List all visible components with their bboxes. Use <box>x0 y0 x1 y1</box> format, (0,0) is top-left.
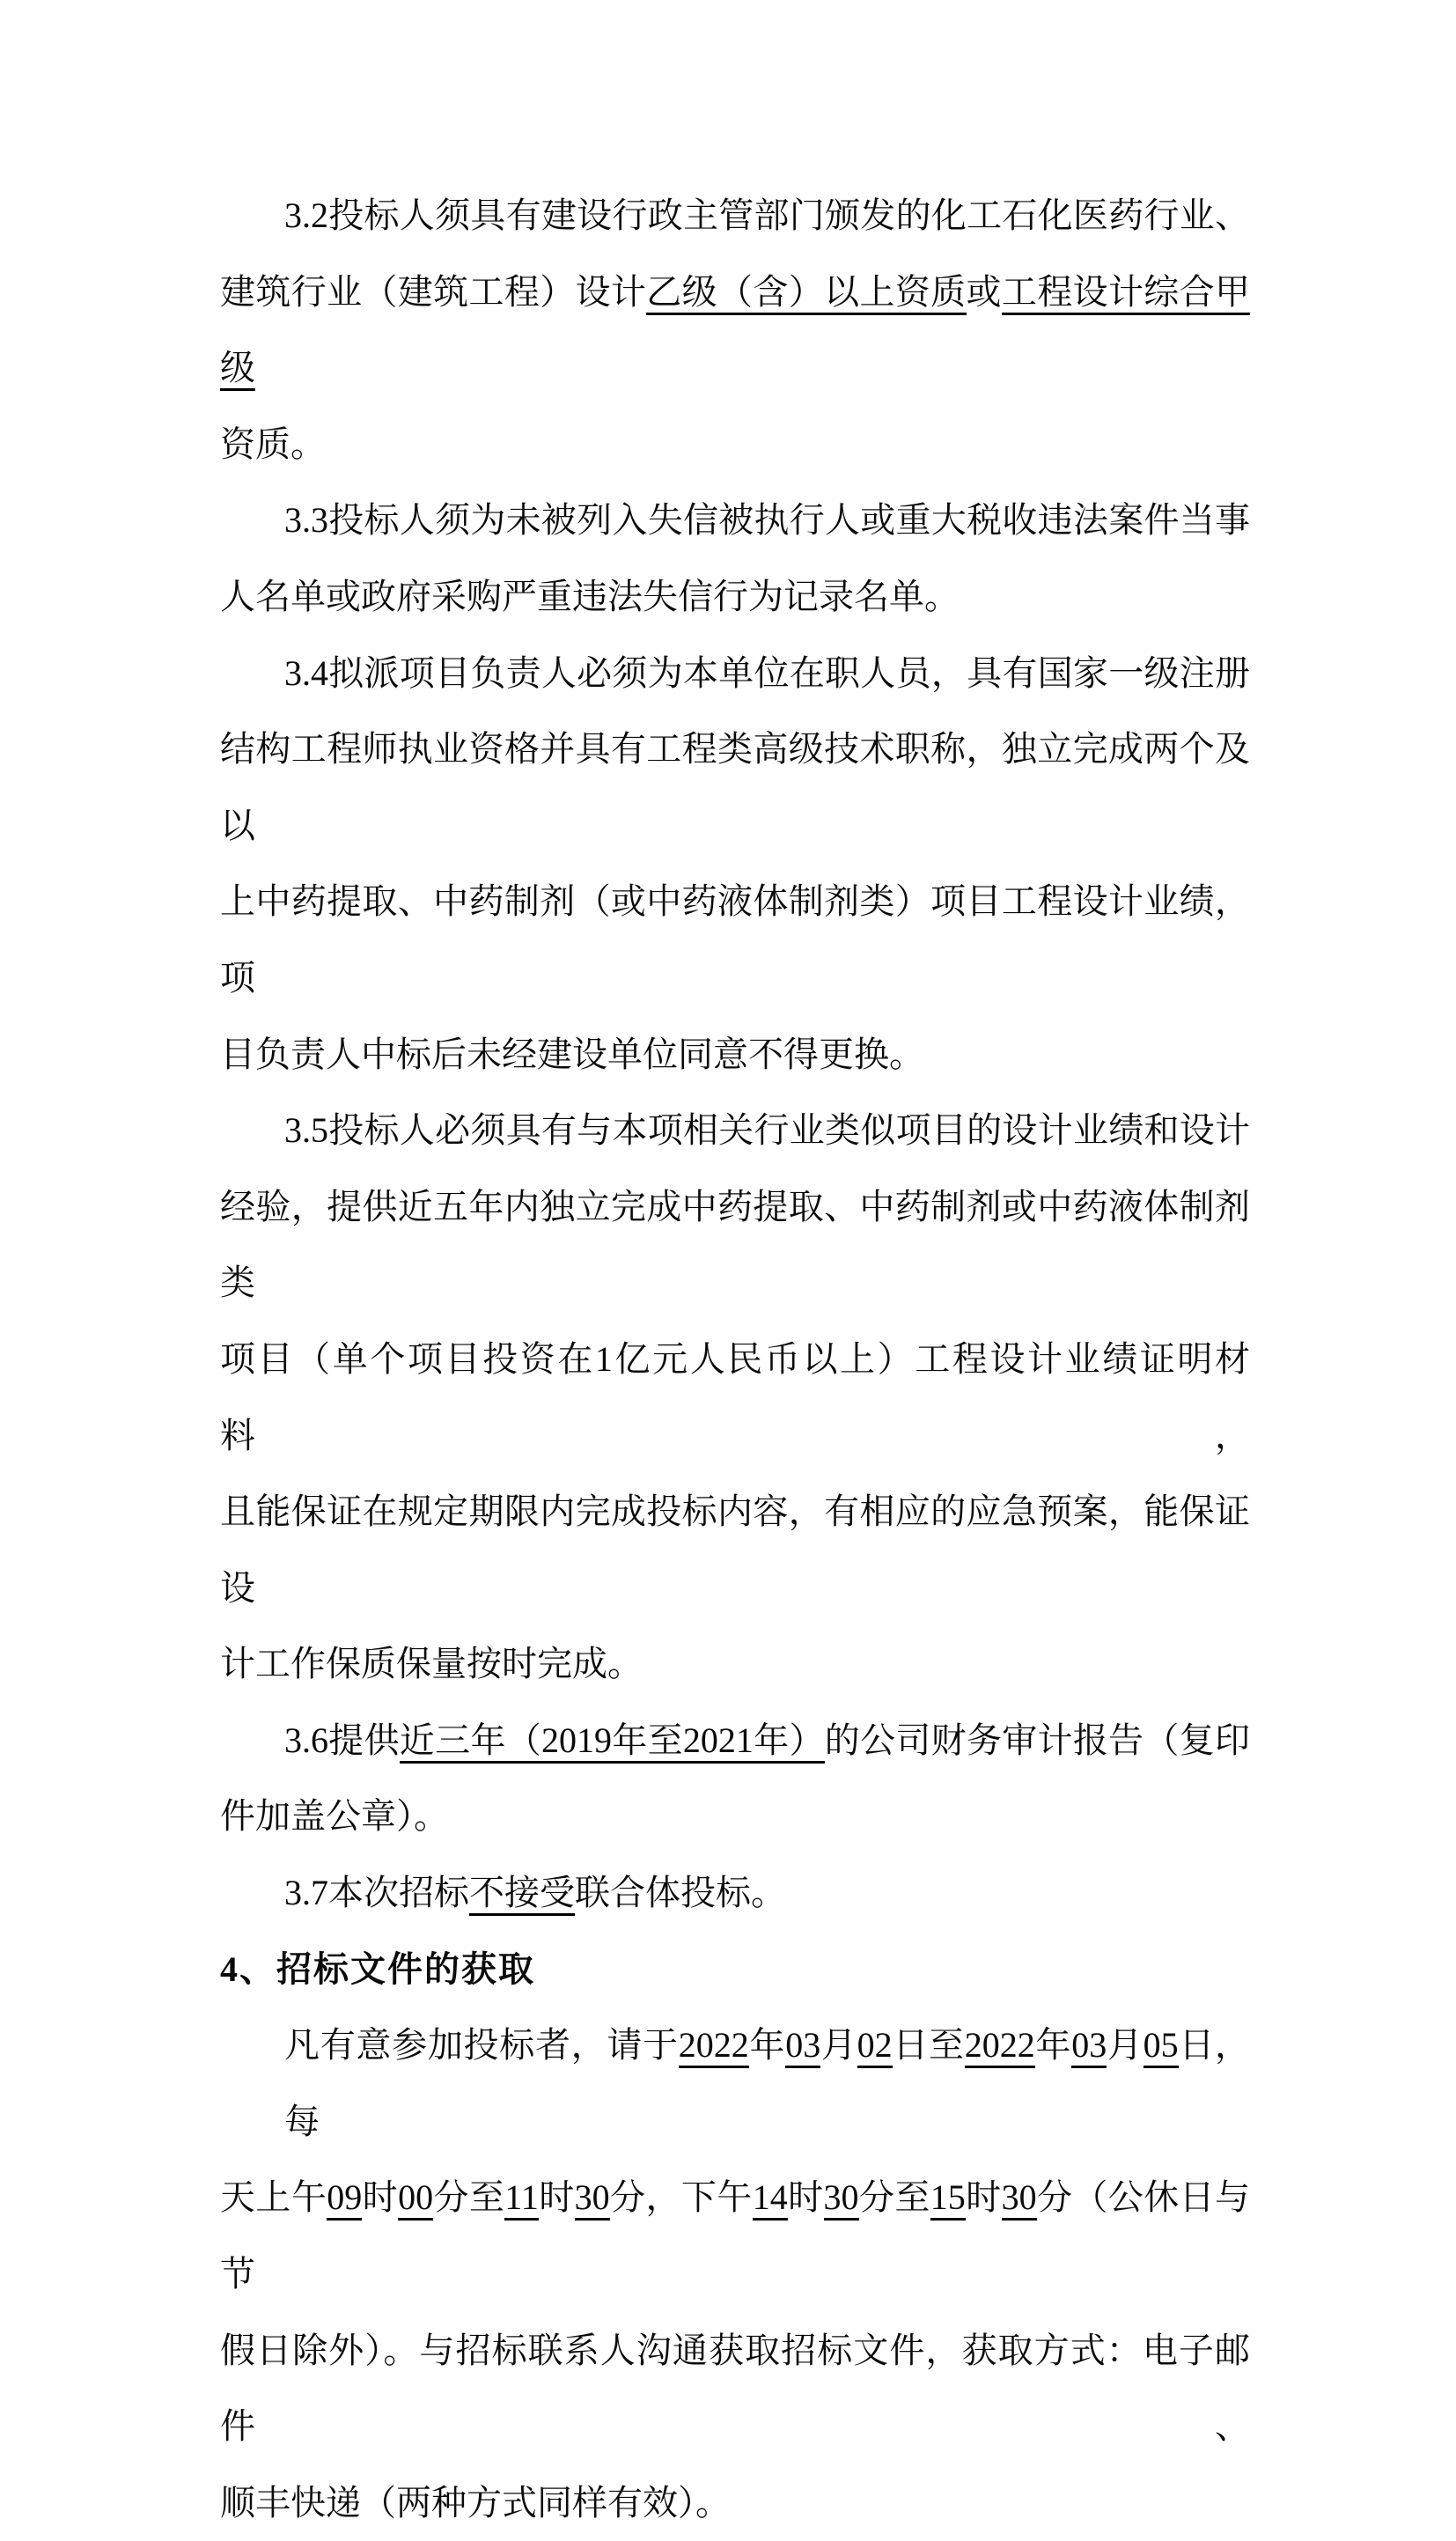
doc-line <box>220 1169 1250 1322</box>
doc-line <box>220 1474 1250 1626</box>
doc-line <box>220 2160 1250 2312</box>
text-run: 分，下午 <box>609 2177 753 2218</box>
underlined-text: 05 <box>1143 2025 1179 2068</box>
text-run: 建筑行业（建筑工程）设计 <box>220 271 647 312</box>
doc-line <box>220 636 1250 712</box>
text-run: 经验，提供近五年内独立完成中药提取、中药制剂或中药液体制剂类 <box>220 1186 1250 1303</box>
text-run: 分至 <box>433 2177 505 2218</box>
text-run: 顺丰快递（两种方式同样有效）。 <box>220 2482 731 2523</box>
underlined-text: 03 <box>1071 2025 1107 2068</box>
doc-line <box>220 1322 1250 1474</box>
doc-line <box>220 1703 1250 1779</box>
doc-line <box>220 1779 1250 1855</box>
heading-text: 4、招标文件的获取 <box>220 1948 535 1989</box>
underlined-text: 03 <box>785 2025 820 2068</box>
underlined-text: 不接受 <box>469 1873 575 1916</box>
doc-line <box>220 1017 1250 1094</box>
text-run: 或 <box>966 271 1002 312</box>
text-run: 3.7本次招标 <box>284 1873 469 1913</box>
text-run: 项目（单个项目投资在1亿元人民币以上）工程设计业绩证明材料， <box>220 1338 1250 1455</box>
text-run: 联合体投标。 <box>575 1873 786 1913</box>
doc-line <box>220 864 1250 1016</box>
text-run: 人名单或政府采购严重违法失信行为记录名单。 <box>220 576 960 616</box>
underlined-text: 11 <box>504 2177 539 2221</box>
underlined-text: 近三年（2019年至2021年） <box>400 1720 825 1764</box>
doc-line <box>220 711 1250 864</box>
doc-line <box>220 1626 1250 1703</box>
underlined-text: 09 <box>327 2177 362 2221</box>
doc-line <box>220 1093 1250 1169</box>
text-run: 月 <box>1107 2025 1143 2066</box>
doc-line <box>220 178 1250 254</box>
text-run: 日至 <box>892 2025 965 2066</box>
underlined-text: 工程设计综合甲级 <box>220 272 1250 392</box>
text-run: 分至 <box>858 2177 930 2218</box>
text-run: 月 <box>820 2025 857 2066</box>
underlined-text: 2022 <box>679 2025 749 2068</box>
doc-line <box>220 559 1250 636</box>
underlined-text: 2022 <box>965 2025 1035 2068</box>
underlined-text: 15 <box>930 2177 966 2221</box>
underlined-text: 00 <box>398 2177 433 2221</box>
text-run: 天上午 <box>220 2177 327 2218</box>
underlined-text: 30 <box>1002 2177 1037 2221</box>
document-body-text <box>220 178 1250 2541</box>
text-run: 3.5投标人必须具有与本项相关行业类似项目的设计业绩和设计 <box>284 1110 1250 1151</box>
text-run: 上中药提取、中药制剂（或中药液体制剂类）项目工程设计业绩，项 <box>220 881 1250 998</box>
doc-line <box>220 482 1250 559</box>
text-run: 3.2投标人须具有建设行政主管部门颁发的化工石化医药行业、 <box>284 195 1250 235</box>
text-run: 3.3投标人须为未被列入失信被执行人或重大税收违法案件当事 <box>284 500 1250 541</box>
section-4-heading <box>220 1932 1250 2008</box>
text-run: 3.6提供 <box>284 1720 400 1760</box>
underlined-text: 30 <box>824 2177 859 2221</box>
text-run: 分（公休日与节 <box>220 2177 1251 2294</box>
text-run: 资质。 <box>220 424 326 464</box>
text-run: 件加盖公章）。 <box>220 1796 449 1837</box>
text-run: 时 <box>362 2177 399 2218</box>
text-run: 假日除外）。与招标联系人沟通获取招标文件，获取方式：电子邮件、 <box>220 2330 1250 2447</box>
text-run: 且能保证在规定期限内完成投标内容，有相应的应急预案，能保证设 <box>220 1491 1250 1608</box>
doc-line <box>220 2465 1250 2541</box>
underlined-text: 30 <box>575 2177 610 2221</box>
text-run: 的公司财务审计报告（复印 <box>824 1720 1251 1760</box>
text-run: 时 <box>538 2177 575 2218</box>
doc-line <box>220 407 1250 483</box>
text-run: 时 <box>965 2177 1002 2218</box>
underlined-text: 14 <box>753 2177 788 2221</box>
text-run: 结构工程师执业资格并具有工程类高级技术职称，独立完成两个及以 <box>220 729 1250 845</box>
text-run: 年 <box>1034 2025 1072 2066</box>
underlined-text: 乙级（含）以上资质 <box>646 272 966 315</box>
text-run: 时 <box>787 2177 824 2218</box>
text-run: 日，每 <box>284 2025 1251 2141</box>
underlined-text: 02 <box>857 2025 893 2068</box>
text-run: 目负责人中标后未经建设单位同意不得更换。 <box>220 1034 924 1074</box>
doc-line <box>220 2007 1250 2160</box>
doc-line <box>220 1855 1250 1932</box>
doc-line <box>220 2313 1250 2465</box>
doc-line <box>220 254 1250 407</box>
text-run: 年 <box>748 2025 786 2066</box>
text-run: 凡有意参加投标者，请于 <box>284 2025 679 2066</box>
text-run: 3.4拟派项目负责人必须为本单位在职人员，具有国家一级注册 <box>284 652 1250 693</box>
text-run: 计工作保质保量按时完成。 <box>220 1644 643 1684</box>
